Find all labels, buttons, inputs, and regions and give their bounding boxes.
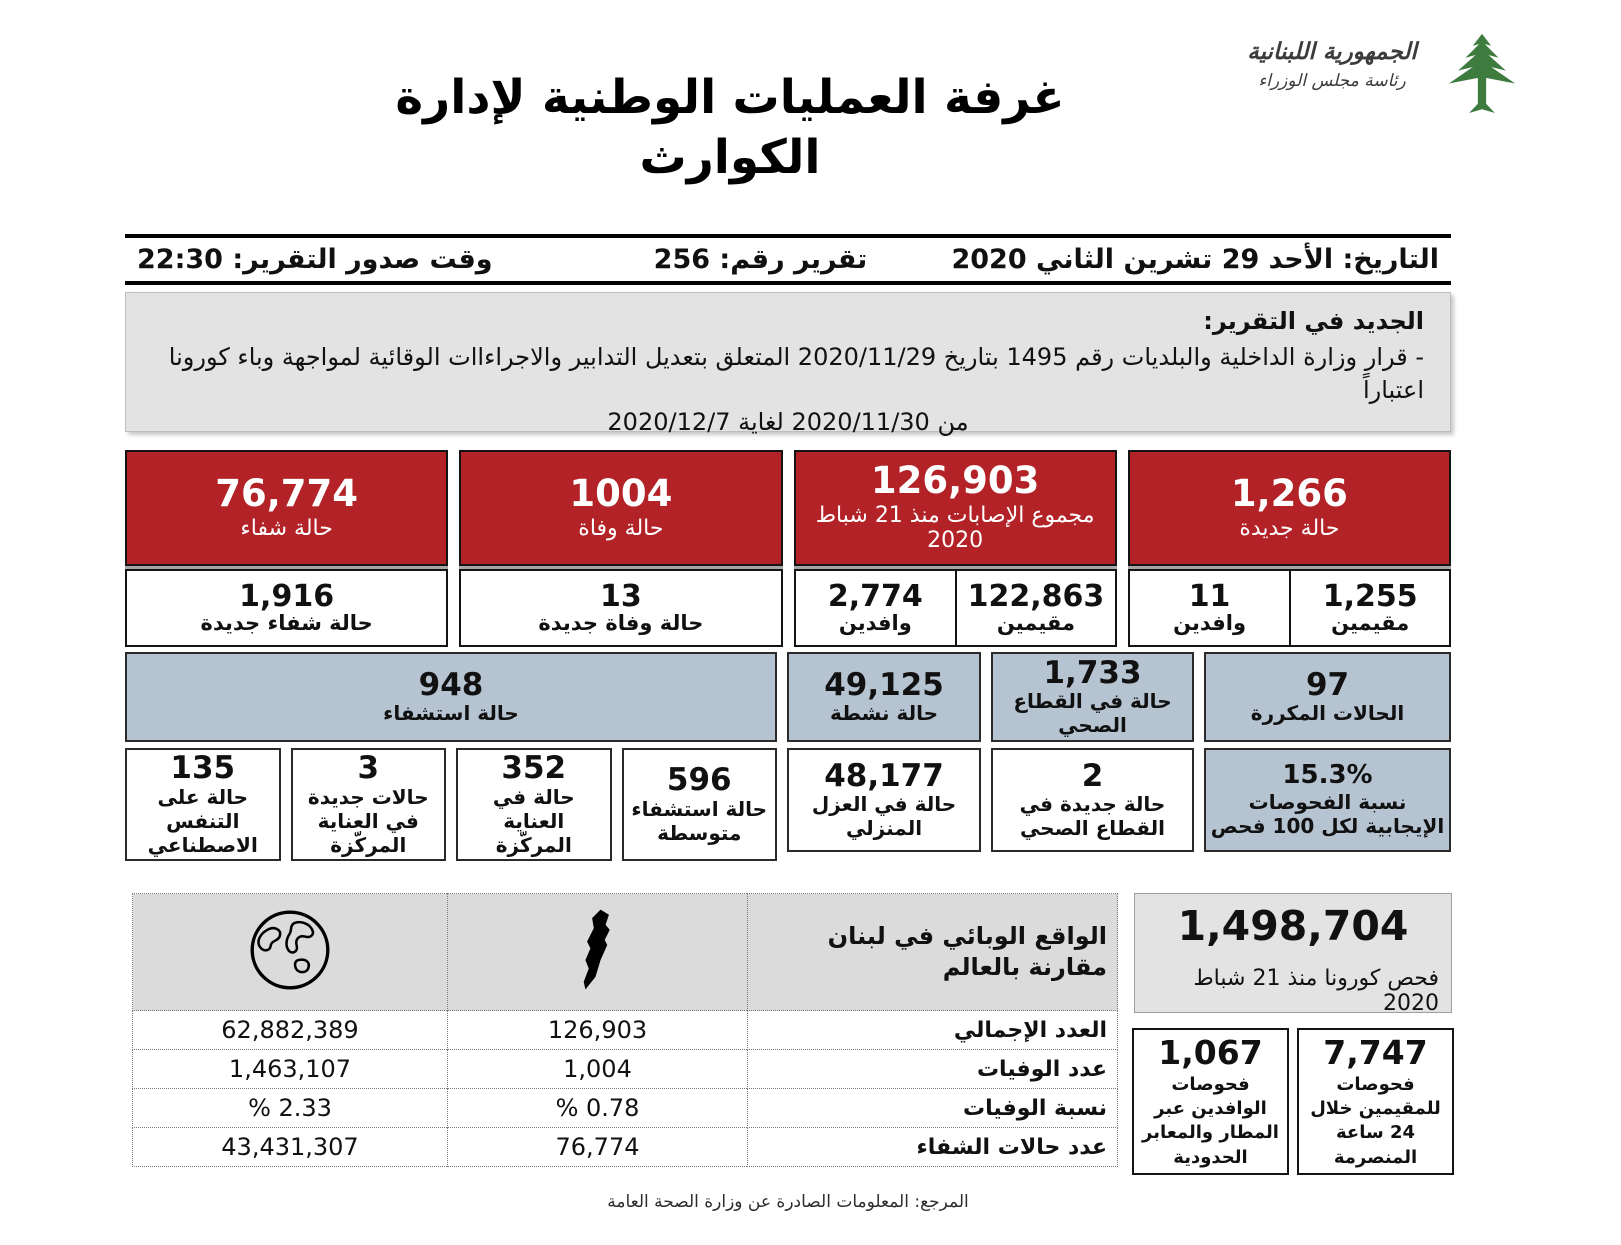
new-cases-breakdown [1128, 569, 1451, 647]
report-date: التاريخ: الأحد 29 تشرين الثاني 2020 [951, 244, 1439, 275]
arrivals-tests-label: فحوصات الوافدين عبر المطار والمعابر الحدودية [1142, 1073, 1279, 1168]
health-sector-new-label: حالة جديدة في القطاع الصحي [1019, 792, 1166, 841]
new-cases-headline [1128, 450, 1451, 566]
repeated-cases-label: الحالات المكررة [1250, 701, 1405, 726]
row-recoveries-label: عدد حالات الشفاء [748, 1128, 1118, 1167]
comparison-title: الواقع الوبائي في لبنان مقارنة بالعالم [748, 894, 1118, 1011]
lebanon-map-icon [577, 904, 619, 996]
positivity-rate-label: نسبة الفحوصات الإيجابية لكل 100 فحص [1210, 789, 1445, 838]
icu-cases-label: حالة في العناية المركّزة [492, 784, 575, 857]
new-deaths-label: حالة وفاة جديدة [538, 611, 704, 636]
row-death-rate-world: 2.33 % [133, 1089, 448, 1128]
card-deaths [459, 450, 782, 647]
page-title-line2: الكوارث [639, 130, 821, 186]
logo-org-subtitle: رئاسة مجلس الوزراء [1258, 71, 1406, 91]
total-infections-arrivals-label: وافدين [838, 611, 912, 636]
home-isolation-value: 48,177 [824, 757, 944, 794]
row-death-rate-label: نسبة الوفيات [748, 1089, 1118, 1128]
recoveries-breakdown [125, 569, 448, 647]
page-title [280, 68, 1180, 188]
health-sector-new-value: 2 [1081, 757, 1104, 794]
new-recoveries [127, 571, 446, 645]
arrivals-tests-value: 1,067 [1158, 1033, 1263, 1072]
deaths-label: حالة وفاة [578, 515, 664, 541]
new-cases-residents-label: مقيمين [1331, 611, 1410, 636]
new-deaths [461, 571, 780, 645]
table-row [133, 1011, 1118, 1050]
report-info-bar [125, 234, 1451, 285]
card-new-cases [1128, 450, 1451, 647]
residents-tests-label: فحوصات للمقيمين خلال 24 ساعة المنصرمة [1310, 1073, 1441, 1168]
table-row [133, 1128, 1118, 1167]
positivity-rate-box [1204, 748, 1451, 852]
new-recoveries-label: حالة شفاء جديدة [200, 611, 373, 636]
table-row [133, 1050, 1118, 1089]
total-infections-residents [955, 571, 1115, 645]
total-infections-value: 126,903 [870, 459, 1040, 503]
new-cases-value: 1,266 [1230, 471, 1348, 515]
recoveries-label: حالة شفاء [240, 515, 333, 541]
comparison-header-row [133, 894, 1118, 1011]
icu-new-label: حالات جديدة في العناية المركّزة [307, 784, 429, 857]
report-issue-time: وقت صدور التقرير: 22:30 [137, 244, 493, 275]
deaths-value: 1004 [569, 471, 673, 515]
total-tests-value: 1,498,704 [1177, 902, 1409, 950]
row-death-rate-lebanon: 0.78 % [448, 1089, 748, 1128]
row-deaths-lebanon: 1,004 [448, 1050, 748, 1089]
row-total-label: العدد الإجمالي [748, 1011, 1118, 1050]
new-cases-residents [1289, 571, 1449, 645]
ventilator-cases-value: 135 [170, 750, 236, 786]
globe-icon [248, 908, 332, 992]
total-infections-residents-value: 122,863 [967, 578, 1105, 614]
whats-new-panel [125, 292, 1451, 437]
card-total-infections [794, 450, 1117, 647]
page-title-line1: غرفة العمليات الوطنية لإدارة [395, 70, 1065, 125]
icu-cases-box [456, 748, 612, 861]
health-sector-cases-label: حالة في القطاع الصحي [1013, 689, 1172, 738]
row-deaths-label: عدد الوفيات [748, 1050, 1118, 1089]
active-cases-value: 49,125 [824, 666, 944, 703]
new-deaths-value: 13 [600, 578, 642, 614]
health-sector-new-box [991, 748, 1194, 852]
new-cases-arrivals [1130, 571, 1290, 645]
active-cases-label: حالة نشطة [830, 701, 938, 726]
total-infections-label: مجموع الإصابات منذ 21 شباط 2020 [815, 503, 1095, 554]
recoveries-headline [125, 450, 448, 566]
positivity-rate-value: 15.3% [1282, 760, 1373, 791]
hospitalized-box [125, 652, 777, 742]
icu-new-value: 3 [357, 750, 380, 786]
moderate-hospitalization-label: حالة استشفاء متوسطة [631, 796, 768, 845]
logo-text [1238, 26, 1426, 91]
recoveries-value: 76,774 [215, 471, 359, 515]
summary-cards [125, 450, 1451, 647]
row-total-lebanon: 126,903 [448, 1011, 748, 1050]
total-tests-box [1134, 893, 1452, 1016]
home-isolation-label: حالة في العزل المنزلي [811, 792, 957, 841]
new-cases-residents-value: 1,255 [1322, 578, 1418, 614]
health-sector-cases-box [991, 652, 1194, 742]
new-recoveries-value: 1,916 [239, 578, 335, 614]
new-cases-arrivals-value: 11 [1188, 578, 1231, 614]
total-infections-arrivals-value: 2,774 [827, 578, 923, 614]
total-tests-label: فحص كورونا منذ 21 شباط 2020 [1193, 966, 1439, 1016]
icu-cases-value: 352 [501, 750, 567, 786]
new-cases-label: حالة جديدة [1239, 515, 1340, 541]
deaths-headline [459, 450, 782, 566]
cedar-tree-icon [1436, 26, 1528, 130]
world-column-header [133, 894, 448, 1011]
active-cases-box [787, 652, 981, 742]
total-infections-headline [794, 450, 1117, 566]
repeated-cases-box [1204, 652, 1451, 742]
moderate-hospitalization-box [622, 748, 778, 861]
report-number: تقرير رقم: 256 [653, 244, 868, 275]
hospitalization-stats [125, 652, 1451, 857]
hospitalization-breakdown [125, 748, 777, 857]
total-infections-residents-label: مقيمين [996, 611, 1076, 636]
icu-new-box [291, 748, 447, 861]
logo-org-name: الجمهورية اللبنانية [1247, 38, 1417, 65]
health-sector-cases-value: 1,733 [1043, 654, 1142, 691]
new-cases-arrivals-label: وافدين [1173, 611, 1247, 636]
hospitalized-label: حالة استشفاء [383, 701, 519, 726]
row-total-world: 62,882,389 [133, 1011, 448, 1050]
card-recoveries [125, 450, 448, 647]
total-infections-breakdown [794, 569, 1117, 647]
total-infections-arrivals [796, 571, 956, 645]
whats-new-item-continuation: من 2020/11/30 لغاية 2020/12/7 [607, 408, 969, 437]
residents-tests-value: 7,747 [1323, 1033, 1428, 1072]
ventilator-cases-box [125, 748, 281, 861]
arrivals-tests-box [1132, 1028, 1289, 1175]
deaths-breakdown [459, 569, 782, 647]
table-row [133, 1089, 1118, 1128]
ventilator-cases-label: حالة على التنفس الاصطناعي [147, 784, 258, 857]
whats-new-heading: الجديد في التقرير: [1203, 307, 1424, 335]
home-isolation-box [787, 748, 981, 852]
lebanon-world-comparison-table [132, 893, 1118, 1167]
tests-breakdown [1132, 1028, 1454, 1175]
repeated-cases-value: 97 [1305, 666, 1350, 703]
row-recoveries-world: 43,431,307 [133, 1128, 448, 1167]
reference-note: المرجع: المعلومات الصادرة عن وزارة الصحة العامة [607, 1192, 969, 1212]
hospitalized-value: 948 [418, 666, 484, 703]
lebanon-column-header [448, 894, 748, 1011]
row-deaths-world: 1,463,107 [133, 1050, 448, 1089]
government-logo [1238, 26, 1528, 130]
whats-new-item: - قرار وزارة الداخلية والبلديات رقم 1495 بتاريخ 2020/11/29 المتعلق بتعديل التدابير والاجراءاات الوقائية لمواجهة وباء كورونا اعتباراً [168, 343, 1424, 404]
moderate-hospitalization-value: 596 [666, 762, 732, 798]
row-recoveries-lebanon: 76,774 [448, 1128, 748, 1167]
residents-tests-box [1297, 1028, 1454, 1175]
